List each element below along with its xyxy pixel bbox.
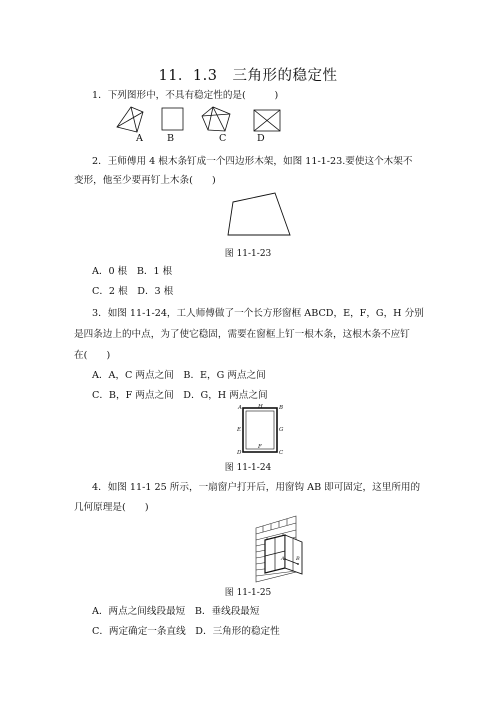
fig24-label-c: C — [279, 450, 284, 456]
fig24-label-d: D — [237, 450, 242, 456]
question-3-options-cd: C．B，F 两点之间 D．G，H 两点之间 — [92, 390, 268, 401]
question-4-options-cd: C．两定确定一条直线 D．三角形的稳定性 — [92, 626, 280, 637]
figure-11-1-25-caption: 图 11-1-25 — [224, 588, 272, 598]
figure-11-1-24-caption: 图 11-1-24 — [224, 463, 272, 473]
question-2-line1: 2．王师傅用 4 根木条钉成一个四边形木架，如图 11-1-23.要使这个木架不 — [92, 156, 413, 167]
fig24-label-h: H — [258, 404, 263, 410]
question-4-line1: 4．如图 11-1 25 所示，一扇窗户打开后，用窗钩 AB 即可固定，这里所用的 — [92, 482, 421, 493]
figure-11-1-24 — [0, 402, 496, 462]
fig24-label-b: B — [279, 405, 284, 411]
question-3-line1: 3．如图 11-1-24，工人师傅做了一个长方形窗框 ABCD，E，F，G，H 分别 — [92, 308, 424, 319]
question-4-options-ab: A．两点之间线段最短 B．垂线段最短 — [92, 606, 260, 617]
question-2-options-cd: C．2 根 D．3 根 — [92, 286, 174, 297]
question-3-line2: 是四条边上的中点，为了使它稳固，需要在窗框上钉一根木条，这根木条不应钉 — [74, 329, 410, 340]
question-4-line2: 几何原理是( ) — [74, 502, 149, 513]
fig24-label-a: A — [238, 405, 242, 411]
figure-11-1-25 — [0, 514, 496, 584]
question-1-text: 1．下列图形中，不具有稳定性的是( ) — [92, 90, 279, 101]
question-1-figures — [0, 104, 496, 154]
question-3-line3: 在( ) — [74, 350, 111, 361]
fig24-label-e: E — [237, 427, 242, 433]
figure-a-quadrilateral — [117, 107, 143, 132]
fig25-label-a: A — [281, 556, 285, 562]
figure-d-rectangle — [254, 110, 280, 131]
option-label-d: D — [257, 133, 265, 144]
figure-b-square — [162, 108, 183, 130]
question-2-line2: 变形，他至少要再钉上木条( ) — [74, 175, 216, 186]
fig24-label-g: G — [279, 427, 284, 433]
option-label-c: C — [219, 133, 227, 144]
option-label-a: A — [136, 133, 143, 144]
page-title: 11．1.3 三角形的稳定性 — [158, 68, 338, 84]
figure-c-pentagon — [202, 107, 230, 131]
question-2-options-ab: A．0 根 B．1 根 — [92, 266, 173, 277]
fig24-label-f: F — [258, 444, 262, 450]
fig25-label-b: B — [296, 556, 300, 562]
figure-11-1-23 — [0, 190, 496, 250]
window-sash — [285, 535, 302, 574]
question-3-options-ab: A．A，C 两点之间 B．E，G 两点之间 — [92, 370, 266, 381]
figure-11-1-23-caption: 图 11-1-23 — [224, 249, 272, 259]
option-label-b: B — [167, 133, 175, 144]
